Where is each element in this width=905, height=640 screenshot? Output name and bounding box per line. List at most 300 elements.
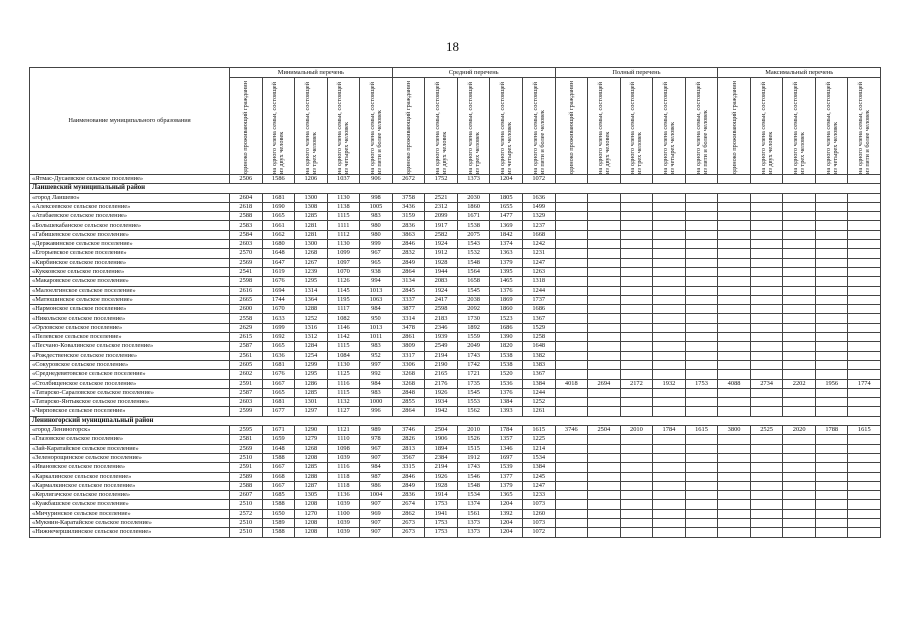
table-cell: [653, 528, 686, 537]
table-row: [30, 286, 881, 295]
table-cell: 1928: [425, 481, 458, 490]
table-cell: 1543: [457, 240, 490, 249]
header-subcol: на одного члена семьи, состоящей из четырех человек: [815, 78, 848, 175]
table-cell: [653, 305, 686, 314]
table-cell: 1299: [295, 360, 328, 369]
table-cell: 1553: [457, 398, 490, 407]
table-cell: [685, 518, 718, 527]
header-group-4: Максимальный перечень: [718, 68, 881, 78]
table-cell: 996: [360, 407, 393, 416]
municipality-name: «Нармонское сельское поселение»: [30, 305, 230, 314]
table-cell: [653, 435, 686, 444]
table-cell: 952: [360, 351, 393, 360]
table-cell: [750, 360, 783, 369]
table-cell: 998: [360, 193, 393, 202]
municipality-name: «Сокуровское сельское поселение»: [30, 360, 230, 369]
table-cell: [685, 221, 718, 230]
table-cell: 1670: [262, 305, 295, 314]
table-cell: 1039: [327, 453, 360, 462]
table-cell: 1735: [457, 379, 490, 388]
table-row: [30, 528, 881, 537]
table-cell: 1373: [457, 175, 490, 184]
table-cell: 2038: [457, 295, 490, 304]
table-cell: [750, 453, 783, 462]
table-cell: [555, 388, 588, 397]
table-cell: [783, 444, 816, 453]
table-cell: [588, 370, 621, 379]
table-row: [30, 333, 881, 342]
table-cell: [750, 528, 783, 537]
table-cell: [620, 528, 653, 537]
table-cell: 1742: [457, 360, 490, 369]
table-cell: 986: [360, 481, 393, 490]
table-cell: [653, 360, 686, 369]
table-cell: [555, 500, 588, 509]
table-cell: 1588: [262, 500, 295, 509]
table-cell: 2587: [230, 388, 263, 397]
table-cell: [555, 528, 588, 537]
table-row: [30, 295, 881, 304]
table-cell: 1285: [295, 212, 328, 221]
table-cell: 1681: [262, 360, 295, 369]
table-cell: 987: [360, 472, 393, 481]
table-cell: [555, 240, 588, 249]
table-cell: [718, 500, 751, 509]
table-cell: [620, 463, 653, 472]
table-cell: 1125: [327, 370, 360, 379]
table-cell: 1667: [262, 481, 295, 490]
table-cell: 1393: [490, 407, 523, 416]
municipality-name: «Алексеевское сельское поселение»: [30, 202, 230, 211]
table-cell: 1231: [522, 249, 555, 258]
table-cell: 907: [360, 518, 393, 527]
table-cell: 3746: [392, 426, 425, 435]
municipality-name: «Нижнечершилинское сельское поселение»: [30, 528, 230, 537]
table-cell: [653, 453, 686, 462]
table-cell: 2049: [457, 342, 490, 351]
table-cell: 3306: [392, 360, 425, 369]
table-cell: [588, 277, 621, 286]
table-cell: [750, 481, 783, 490]
table-cell: [750, 175, 783, 184]
table-cell: [620, 193, 653, 202]
table-cell: 1753: [425, 518, 458, 527]
table-cell: 1690: [262, 202, 295, 211]
table-cell: 1314: [295, 286, 328, 295]
table-cell: [718, 472, 751, 481]
table-cell: 3134: [392, 277, 425, 286]
table-cell: [588, 295, 621, 304]
table-cell: 1072: [522, 175, 555, 184]
table-cell: 4018: [555, 379, 588, 388]
table-cell: 2172: [620, 379, 653, 388]
table-cell: [620, 258, 653, 267]
table-cell: [815, 435, 848, 444]
table-cell: [750, 500, 783, 509]
table-cell: 2846: [392, 240, 425, 249]
table-cell: 2595: [230, 426, 263, 435]
table-cell: [588, 351, 621, 360]
table-cell: 1697: [490, 453, 523, 462]
table-cell: [815, 212, 848, 221]
table-row: [30, 193, 881, 202]
table-cell: [685, 472, 718, 481]
table-cell: 1100: [327, 509, 360, 518]
table-cell: 2602: [230, 370, 263, 379]
table-cell: [685, 398, 718, 407]
table-cell: [848, 342, 881, 351]
table-cell: [555, 491, 588, 500]
table-cell: [588, 212, 621, 221]
table-cell: [718, 370, 751, 379]
table-cell: [750, 295, 783, 304]
table-cell: 2616: [230, 286, 263, 295]
table-cell: 1112: [327, 230, 360, 239]
table-cell: 1499: [522, 202, 555, 211]
table-cell: [588, 221, 621, 230]
table-cell: [588, 230, 621, 239]
municipality-name: «Песчано-Ковалинское сельское поселение»: [30, 342, 230, 351]
table-cell: 2099: [425, 212, 458, 221]
table-cell: 2605: [230, 360, 263, 369]
table-cell: 2194: [425, 463, 458, 472]
table-cell: [555, 305, 588, 314]
table-cell: 1659: [262, 435, 295, 444]
table-cell: 1956: [815, 379, 848, 388]
table-cell: [848, 463, 881, 472]
table-cell: [588, 453, 621, 462]
table-row: [30, 453, 881, 462]
table-cell: [783, 267, 816, 276]
table-cell: [653, 463, 686, 472]
table-cell: 1774: [848, 379, 881, 388]
table-row: [30, 351, 881, 360]
table-cell: 2506: [230, 175, 263, 184]
table-cell: 1376: [490, 388, 523, 397]
table-cell: [620, 360, 653, 369]
table-cell: [848, 212, 881, 221]
municipality-name: «Ятмас-Дусаевское сельское поселение»: [30, 175, 230, 184]
table-cell: [750, 230, 783, 239]
table-cell: 2561: [230, 351, 263, 360]
table-cell: [620, 305, 653, 314]
table-cell: [653, 295, 686, 304]
table-cell: [685, 305, 718, 314]
table-cell: 2603: [230, 240, 263, 249]
table-header: [30, 68, 881, 175]
table-cell: [555, 435, 588, 444]
header-subcol: на одного члена семьи, состоящей из пяти и более человек: [360, 78, 393, 175]
table-cell: 1926: [425, 388, 458, 397]
section-title: Лаишевский муниципальный район: [30, 184, 881, 193]
table-cell: 983: [360, 342, 393, 351]
table-cell: [815, 258, 848, 267]
table-cell: [750, 463, 783, 472]
table-cell: 980: [360, 221, 393, 230]
table-cell: 1233: [522, 491, 555, 500]
table-cell: 1667: [262, 463, 295, 472]
table-cell: [718, 249, 751, 258]
table-cell: [718, 193, 751, 202]
table-row: [30, 342, 881, 351]
table-cell: [750, 305, 783, 314]
table-cell: [588, 528, 621, 537]
table-cell: 2826: [392, 435, 425, 444]
table-cell: 1208: [295, 518, 328, 527]
table-cell: [555, 314, 588, 323]
table-cell: [555, 249, 588, 258]
table-cell: 2674: [392, 500, 425, 509]
table-cell: [620, 407, 653, 416]
table-cell: [815, 453, 848, 462]
table-cell: 3758: [392, 193, 425, 202]
table-cell: [815, 249, 848, 258]
table-cell: [815, 240, 848, 249]
table-cell: 2598: [230, 277, 263, 286]
cost-table: [29, 67, 881, 538]
table-cell: 2570: [230, 249, 263, 258]
table-cell: [588, 240, 621, 249]
table-cell: 2673: [392, 518, 425, 527]
table-cell: 2010: [620, 426, 653, 435]
table-cell: [620, 444, 653, 453]
table-cell: 1912: [425, 249, 458, 258]
table-cell: 2845: [392, 286, 425, 295]
table-cell: 1288: [295, 305, 328, 314]
table-cell: 1111: [327, 221, 360, 230]
table-cell: [588, 175, 621, 184]
table-cell: 2836: [392, 491, 425, 500]
table-cell: [588, 342, 621, 351]
table-cell: [685, 333, 718, 342]
table-cell: 1588: [262, 528, 295, 537]
table-cell: 3746: [555, 426, 588, 435]
table-cell: [620, 230, 653, 239]
table-cell: 1261: [522, 407, 555, 416]
header-group-1: Минимальный перечень: [230, 68, 393, 78]
table-cell: [783, 370, 816, 379]
table-cell: [555, 481, 588, 490]
table-cell: [588, 314, 621, 323]
table-cell: [750, 388, 783, 397]
table-cell: 1252: [295, 314, 328, 323]
table-cell: [718, 481, 751, 490]
table-cell: 1561: [457, 509, 490, 518]
table-cell: [783, 351, 816, 360]
table-cell: [685, 202, 718, 211]
table-cell: 2615: [230, 333, 263, 342]
table-cell: 1589: [262, 518, 295, 527]
table-cell: 2864: [392, 267, 425, 276]
table-cell: 969: [360, 509, 393, 518]
table-cell: [815, 388, 848, 397]
table-cell: [685, 351, 718, 360]
table-cell: 1538: [490, 360, 523, 369]
table-cell: [555, 407, 588, 416]
table-cell: 3315: [392, 463, 425, 472]
municipality-name: «Зай-Каратайское сельское поселение»: [30, 444, 230, 453]
table-cell: [620, 221, 653, 230]
table-cell: 1130: [327, 240, 360, 249]
table-cell: [848, 398, 881, 407]
table-cell: [588, 398, 621, 407]
municipality-name: «Столбищенское сельское поселение»: [30, 379, 230, 388]
table-row: [30, 202, 881, 211]
table-cell: 1000: [360, 398, 393, 407]
table-cell: 938: [360, 267, 393, 276]
table-cell: [620, 277, 653, 286]
table-cell: [783, 360, 816, 369]
table-cell: 1195: [327, 295, 360, 304]
table-cell: [555, 175, 588, 184]
table-cell: 2734: [750, 379, 783, 388]
table-cell: 1465: [490, 277, 523, 286]
table-cell: 1237: [522, 221, 555, 230]
table-cell: 1941: [425, 509, 458, 518]
table-cell: 1536: [490, 379, 523, 388]
table-cell: 1146: [327, 323, 360, 332]
table-cell: 1098: [327, 444, 360, 453]
table-cell: 2604: [230, 193, 263, 202]
table-cell: 1615: [848, 426, 881, 435]
table-cell: [783, 481, 816, 490]
table-cell: 907: [360, 528, 393, 537]
table-cell: 1379: [490, 481, 523, 490]
table-cell: 989: [360, 426, 393, 435]
table-cell: 1680: [262, 240, 295, 249]
table-cell: 1073: [522, 500, 555, 509]
table-cell: [555, 212, 588, 221]
table-cell: [750, 333, 783, 342]
table-cell: [815, 277, 848, 286]
table-cell: [848, 221, 881, 230]
table-cell: 2849: [392, 481, 425, 490]
table-cell: 1564: [457, 267, 490, 276]
table-cell: 1260: [522, 509, 555, 518]
table-cell: [685, 360, 718, 369]
table-cell: 1658: [457, 277, 490, 286]
table-cell: [685, 193, 718, 202]
table-cell: 2618: [230, 202, 263, 211]
table-cell: 1539: [490, 463, 523, 472]
table-cell: 2504: [588, 426, 621, 435]
header-subcol: на одного члена семьи, состоящей из пяти и более человек: [848, 78, 881, 175]
table-cell: 1267: [295, 258, 328, 267]
table-cell: 1671: [457, 212, 490, 221]
table-cell: [588, 258, 621, 267]
table-cell: [653, 351, 686, 360]
table-cell: [848, 249, 881, 258]
table-cell: 1676: [262, 370, 295, 379]
table-cell: [815, 202, 848, 211]
table-cell: 1906: [425, 435, 458, 444]
table-cell: [815, 314, 848, 323]
table-cell: 3436: [392, 202, 425, 211]
table-cell: 2075: [457, 230, 490, 239]
table-cell: [718, 267, 751, 276]
table-cell: [750, 370, 783, 379]
table-cell: 2521: [425, 193, 458, 202]
table-cell: [555, 398, 588, 407]
table-cell: 1225: [522, 435, 555, 444]
table-cell: 1011: [360, 333, 393, 342]
table-cell: 1686: [522, 305, 555, 314]
table-cell: 2598: [425, 305, 458, 314]
table-cell: [750, 277, 783, 286]
municipality-name: «Татарско-Сараловское сельское поселение»: [30, 388, 230, 397]
table-cell: [555, 509, 588, 518]
table-cell: [848, 193, 881, 202]
table-cell: 1588: [262, 453, 295, 462]
table-row: [30, 240, 881, 249]
table-cell: 1390: [490, 333, 523, 342]
table-cell: [718, 435, 751, 444]
table-cell: [848, 407, 881, 416]
table-cell: 1917: [425, 221, 458, 230]
table-cell: [783, 314, 816, 323]
table-cell: [815, 463, 848, 472]
table-cell: [653, 323, 686, 332]
table-cell: 1115: [327, 388, 360, 397]
table-cell: [653, 509, 686, 518]
table-cell: 983: [360, 212, 393, 221]
table-cell: [588, 388, 621, 397]
table-cell: [588, 286, 621, 295]
table-cell: 1245: [522, 472, 555, 481]
table-cell: [653, 175, 686, 184]
table-cell: 1118: [327, 481, 360, 490]
table-cell: [555, 444, 588, 453]
table-cell: [588, 509, 621, 518]
table-cell: [848, 175, 881, 184]
table-cell: 1364: [295, 295, 328, 304]
table-cell: [653, 491, 686, 500]
table-cell: [620, 286, 653, 295]
table-cell: 1686: [490, 323, 523, 332]
header-subcol: на одного члена семьи, состоящей из двух человек: [588, 78, 621, 175]
table-cell: 1073: [522, 518, 555, 527]
table-cell: [718, 518, 751, 527]
table-cell: 984: [360, 379, 393, 388]
municipality-name: «Рождественское сельское поселение»: [30, 351, 230, 360]
table-cell: 1894: [425, 444, 458, 453]
table-cell: [718, 286, 751, 295]
table-cell: 1138: [327, 202, 360, 211]
table-cell: [555, 277, 588, 286]
municipality-name: «Мичуринское сельское поселение»: [30, 509, 230, 518]
table-cell: 1376: [490, 286, 523, 295]
table-cell: [750, 202, 783, 211]
table-cell: 1912: [457, 453, 490, 462]
table-cell: 1115: [327, 212, 360, 221]
municipality-name: «Глазовское сельское поселение»: [30, 435, 230, 444]
table-cell: 1384: [522, 379, 555, 388]
table-cell: 1037: [327, 175, 360, 184]
table-cell: [848, 202, 881, 211]
table-cell: 2030: [457, 193, 490, 202]
table-cell: [815, 267, 848, 276]
header-subcol: одиноко проживающий гражданин: [718, 78, 751, 175]
table-row: [30, 398, 881, 407]
table-cell: 2510: [230, 518, 263, 527]
table-cell: 1126: [327, 277, 360, 286]
table-cell: 1546: [457, 472, 490, 481]
table-cell: 1914: [425, 491, 458, 500]
table-cell: 2312: [425, 202, 458, 211]
table-cell: [588, 249, 621, 258]
table-cell: [620, 370, 653, 379]
table-cell: 2591: [230, 463, 263, 472]
